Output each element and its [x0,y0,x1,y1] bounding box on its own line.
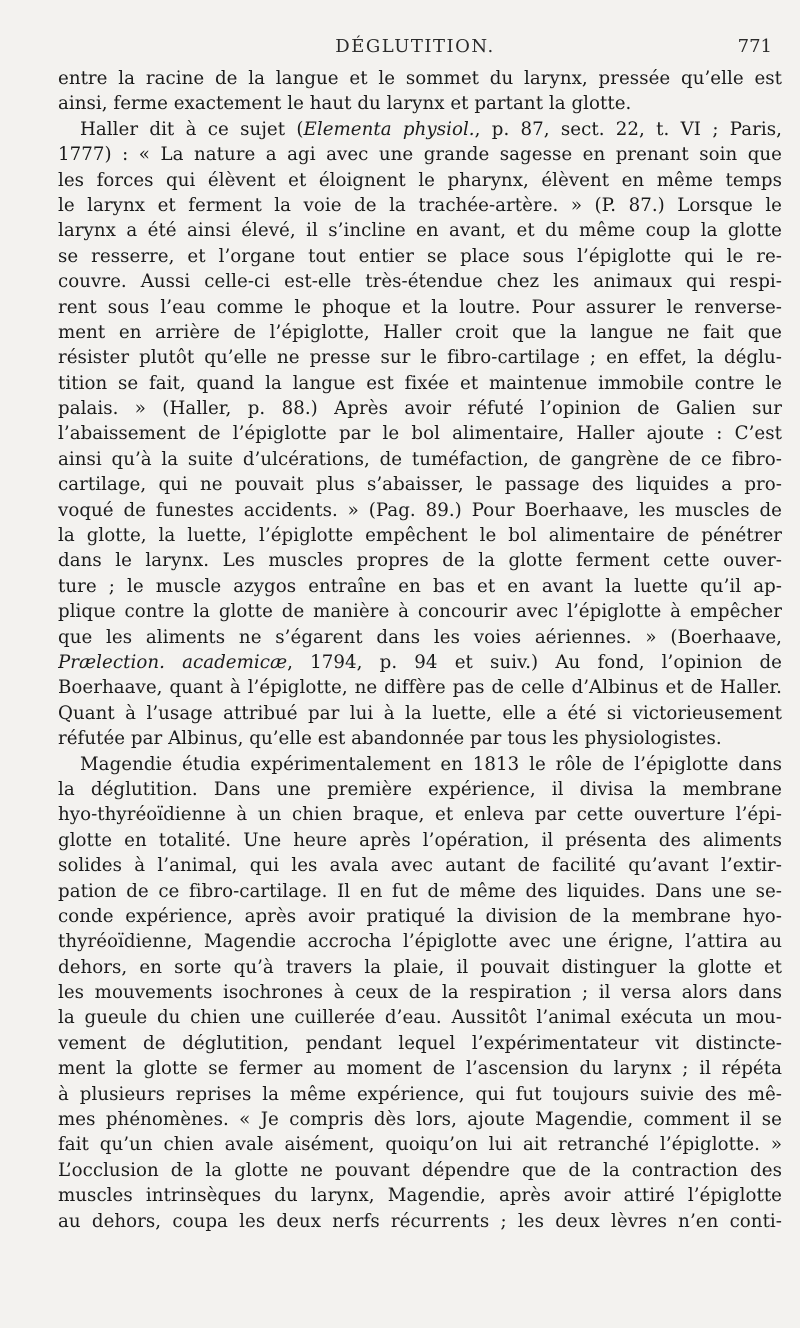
text-line: larynx a été ainsi élevé, il s’incline en avant, et du même coup la glotte [58,220,782,242]
text-line: ment en arrière de l’épiglotte, Haller croit que la langue ne fait que [58,321,782,343]
text-line: Magendie étudia expérimentalement en 1813 le rôle de l’épiglotte dans [80,753,782,775]
text-line: l’abaissement de l’épiglotte par le bol alimentaire, Haller ajoute : C’est [58,423,782,445]
text-line: pation de ce fibro-cartilage. Il en fut de même des liquides. Dans une se- [58,880,782,902]
text-line: à plusieurs reprises la même expérience, qui fut toujours suivie des mê- [58,1083,782,1105]
text-line: Boerhaave, quant à l’épiglotte, ne diffère pas de celle d’Albinus et de Haller. [58,677,782,699]
text-line: ture ; le muscle azygos entraîne en bas et en avant la luette qu’il ap- [58,575,782,597]
text-line: les mouvements isochrones à ceux de la respiration ; il versa alors dans [58,982,782,1004]
text-line: la gueule du chien une cuillerée d’eau. Aussitôt l’animal exécuta un mou- [58,1007,782,1029]
text-line: se resserre, et l’organe tout entier se place sous l’épiglotte qui le re- [58,245,782,267]
text-line: thyréoïdienne, Magendie accrocha l’épiglotte avec une érigne, l’attira au [58,931,782,953]
text-line: plique contre la glotte de manière à concourir avec l’épiglotte à empêcher [58,601,782,623]
text-line: conde expérience, après avoir pratiqué la division de la membrane hyo- [58,905,782,927]
text-line: fait qu’un chien avale aisément, quoiqu’on lui ait retranché l’épiglotte. » [58,1134,782,1156]
text-line: Prælection. academicæ, 1794, p. 94 et suiv.) Au fond, l’opinion de [58,651,782,673]
text-line: dans le larynx. Les muscles propres de la glotte ferment cette ouver- [58,550,782,572]
body-text [58,66,782,1234]
text-line: le larynx et ferment la voie de la trachée-artère. » (P. 87.) Lorsque le [58,194,782,216]
text-line: ainsi qu’à la suite d’ulcérations, de tuméfaction, de gangrène de ce fibro- [58,448,782,470]
text-line: ainsi, ferme exactement le haut du larynx et partant la glotte. [58,93,632,115]
text-line: que les aliments ne s’égarent dans les voies aériennes. » (Boerhaave, [58,626,782,648]
text-line: muscles intrinsèques du larynx, Magendie, après avoir attiré l’épiglotte [58,1185,782,1207]
text-line: les forces qui élèvent et éloignent le pharynx, élèvent en même temps [58,169,782,191]
page-header [58,36,772,66]
text-line: entre la racine de la langue et le sommet du larynx, pressée qu’elle est [58,68,782,89]
text-line: cartilage, qui ne pouvait plus s’abaisser, le passage des liquides a pro- [58,474,782,496]
text-line: la glotte, la luette, l’épiglotte empêchent le bol alimentaire de pénétrer [58,525,782,547]
text-line: résister plutôt qu’elle ne presse sur le fibro-cartilage ; en effet, la déglu- [58,347,782,369]
text-line: Quant à l’usage attribué par lui à la luette, elle a été si victorieusement [58,702,782,724]
text-line: L’occlusion de la glotte ne pouvant dépendre que de la contraction des [58,1159,782,1181]
italic-title: Elementa physiol. [303,118,475,140]
text-line: hyo-thyréoïdienne à un chien braque, et enleva par cette ouverture l’épi- [58,804,782,826]
text-line: palais. » (Haller, p. 88.) Après avoir réfuté l’opinion de Galien sur [58,398,782,420]
text-line: solides à l’animal, qui les avala avec autant de facilité qu’avant l’extir- [58,855,782,877]
text-line: glotte en totalité. Une heure après l’opération, il présenta des aliments [58,829,782,851]
text-line: tition se fait, quand la langue est fixée et maintenue immobile contre le [58,372,782,394]
text-line: réfutée par Albinus, qu’elle est abandonnée par tous les physiologistes. [58,728,722,750]
text-line: 1777) : « La nature a agi avec une grande sagesse en prenant soin que [58,144,782,166]
text-line: ment la glotte se fermer au moment de l’ascension du larynx ; il répéta [58,1058,782,1080]
text-line: Haller dit à ce sujet (Elementa physiol., p. 87, sect. 22, t. VI ; Paris, [80,118,782,140]
page-number: 771 [737,36,772,57]
text-line: voqué de funestes accidents. » (Pag. 89.) Pour Boerhaave, les muscles de [58,499,782,521]
text-line: dehors, en sorte qu’à travers la plaie, il pouvait distinguer la glotte et [58,956,782,978]
text-line: couvre. Aussi celle-ci est-elle très-étendue chez les animaux qui respi- [58,271,782,293]
text-line: vement de déglutition, pendant lequel l’expérimentateur vit distincte- [58,1032,782,1054]
italic-title: Prælection. academicæ [58,651,288,673]
text-line: mes phénomènes. « Je compris dès lors, ajoute Magendie, comment il se [58,1109,782,1131]
running-title: DÉGLUTITION. [335,36,495,57]
text-line: au dehors, coupa les deux nerfs récurrents ; les deux lèvres n’en conti- [58,1210,782,1232]
text-line: rent sous l’eau comme le phoque et la loutre. Pour assurer le renverse- [58,296,782,318]
text-line: la déglutition. Dans une première expérience, il divisa la membrane [58,778,782,800]
